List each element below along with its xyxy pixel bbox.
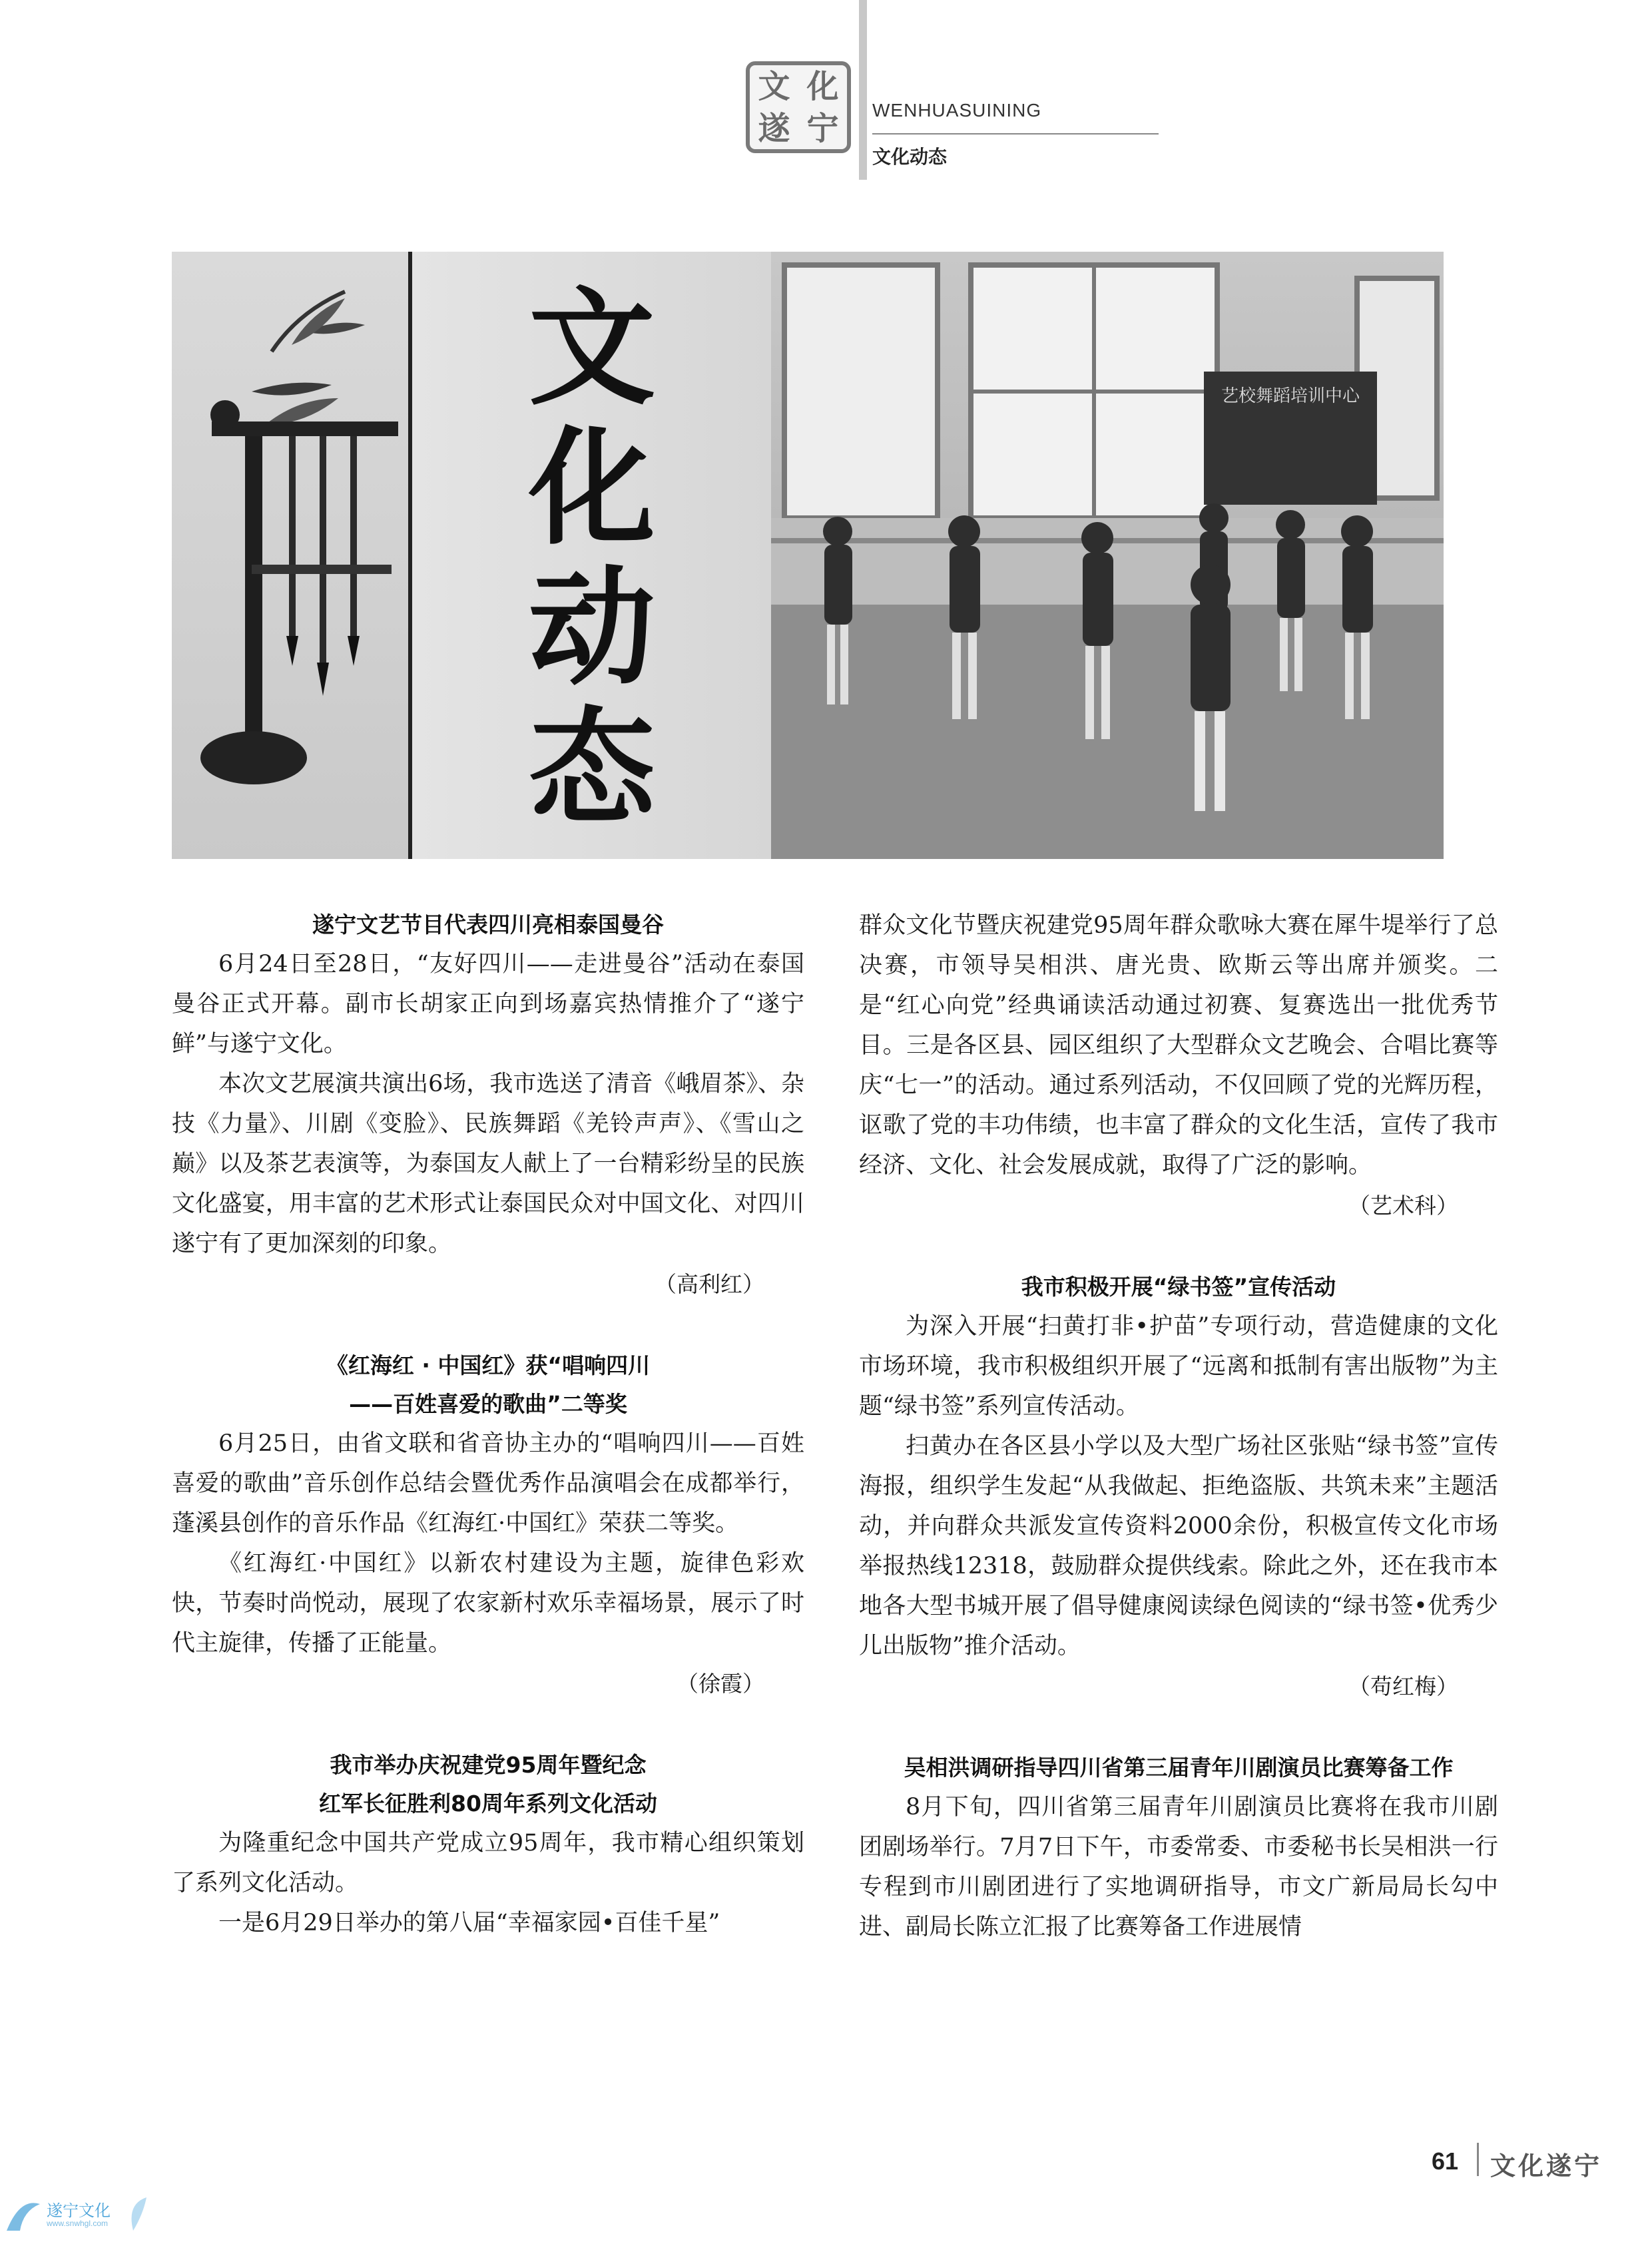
magazine-seal-logo [746,61,851,153]
banner-title-char: 态 [528,693,655,842]
header-english-title: WENHUASUINING [872,100,1042,121]
banner-calligraphy-title [408,252,775,859]
article-paragraph: 8月下旬，四川省第三届青年川剧演员比赛将在我市川剧团剧场举行。7月7日下午，市委常委、市委秘书长吴相洪一行专程到市川剧团进行了实地调研指导，市文广新局局长勾中进、副局长陈立汇报了比赛筹备工作进展情 [859,1794,1498,1940]
article-paragraph: 一是6月29日举办的第八届“幸福家园•百佳千星” [218,1910,720,1936]
left-column [172,906,804,1943]
article-paragraph: 群众文化节暨庆祝建党95周年群众歌咏大赛在犀牛堤举行了总决赛，市领导吴相洪、唐光贵、欧斯云等出席并颁奖。二是“红心向党”经典诵读活动通过初赛、复赛选出一批优秀节目。三是各区县、园区组织了大型群众文艺晚会、合唱比赛等庆“七一”的活动。通过系列活动，不仅回顾了党的光辉历程，讴歌了党的丰功伟绩，也丰富了群众的文化生活，宣传了我市经济、文化、社会发展成就，取得了广泛的影响。 [859,912,1498,1179]
article-party-anniversary [172,1746,804,1943]
article-paragraph: 6月24日至28日，“友好四川——走进曼谷”活动在泰国曼谷正式开幕。副市长胡家正向到场嘉宾热情推介了“遂宁鲜”与遂宁文化。 [172,951,804,1057]
seal-char: 遂 [758,109,790,147]
banner-title-char: 文 [528,274,655,422]
header-section-name: 文化动态 [872,146,948,168]
article-title: 遂宁文艺节目代表四川亮相泰国曼谷 [312,912,664,938]
article-thailand [172,906,804,1305]
seal-char: 宁 [806,109,839,147]
seal-char: 化 [806,67,839,105]
article-title: 红军长征胜利80周年系列文化活动 [319,1791,657,1817]
article-title: 我市举办庆祝建党95周年暨纪念 [330,1752,647,1778]
article-paragraph: 扫黄办在各区县小学以及大型广场社区张贴“绿书签”宣传海报，组织学生发起“从我做起、拒绝盗版、共筑未来”主题活动，并向群众共派发宣传资料2000余份，积极宣传文化市场举报热线12318，鼓励群众提供线索。除此之外，还在我市本地各大型书城开展了倡导健康阅读绿色阅读的“绿书签•优秀少儿出版物”推介活动。 [859,1433,1498,1659]
dance-studio-illustration [771,252,1444,859]
page-number: 61 [1432,2147,1459,2175]
article-paragraph: 《红海红·中国红》以新农村建设为主题，旋律色彩欢快，节奏时尚悦动，展现了农家新村欢乐幸福场景，展示了时代主旋律，传播了正能量。 [172,1550,804,1657]
brush-rack-icon [172,252,408,859]
header-divider-bar [859,0,867,180]
header-rule [872,133,1159,135]
watermark-text: 遂宁文化 [47,2201,111,2220]
article-signature: （徐霞） [677,1671,764,1697]
article-paragraph: 为深入开展“扫黄打非•护苗”专项行动，营造健康的文化市场环境，我市积极组织开展了“远离和抵制有害出版物”为主题“绿书签”系列宣传活动。 [859,1313,1498,1420]
article-title: 吴相洪调研指导四川省第三届青年川剧演员比赛筹备工作 [904,1755,1454,1781]
dance-class-photo [771,252,1444,859]
ink-brush-illustration [172,252,408,859]
footer-magazine-title: 文化遂宁 [1490,2151,1603,2181]
article-paragraph: 本次文艺展演共演出6场，我市选送了清音《峨眉茶》、杂技《力量》、川剧《变脸》、民族舞蹈《羌铃声声》、《雪山之巅》以及茶艺表演等，为泰国友人献上了一台精彩纷呈的民族文化盛宴，用丰富的艺术形式让泰国民众对中国文化、对四川遂宁有了更加深刻的印象。 [172,1071,804,1257]
seal-char: 文 [758,67,790,105]
article-title: 我市积极开展“绿书签”宣传活动 [1021,1274,1336,1300]
section-banner [172,252,1444,859]
watermark-url: www.snwhgl.com [47,2219,109,2228]
banner-title-char: 化 [528,414,655,562]
right-column [859,906,1498,1947]
article-paragraph: 6月25日，由省文联和省音协主办的“唱响四川——百姓喜爱的歌曲”音乐创作总结会暨优秀作品演唱会在成都举行，蓬溪县创作的音乐作品《红海红·中国红》荣获二等奖。 [172,1430,804,1537]
article-song-award [172,1346,804,1705]
footer-divider [1477,2143,1479,2176]
article-signature: （艺术科） [1348,1193,1458,1219]
article-green-bookmark [859,1268,1498,1707]
photo-sign-text: 艺校舞蹈培训中心 [1221,386,1360,406]
article-paragraph: 为隆重纪念中国共产党成立95周年，我市精心组织策划了系列文化活动。 [172,1830,804,1896]
article-signature: （高利红） [655,1271,764,1297]
article-opera-competition [859,1749,1498,1947]
banner-title-char: 动 [528,553,655,702]
article-title: 《红海红 · 中国红》获“唱响四川 [326,1352,651,1378]
article-title: ——百姓喜爱的歌曲”二等奖 [349,1391,627,1417]
article-party-anniversary-continued [859,906,1498,1227]
article-signature: （苟红梅） [1348,1673,1458,1699]
